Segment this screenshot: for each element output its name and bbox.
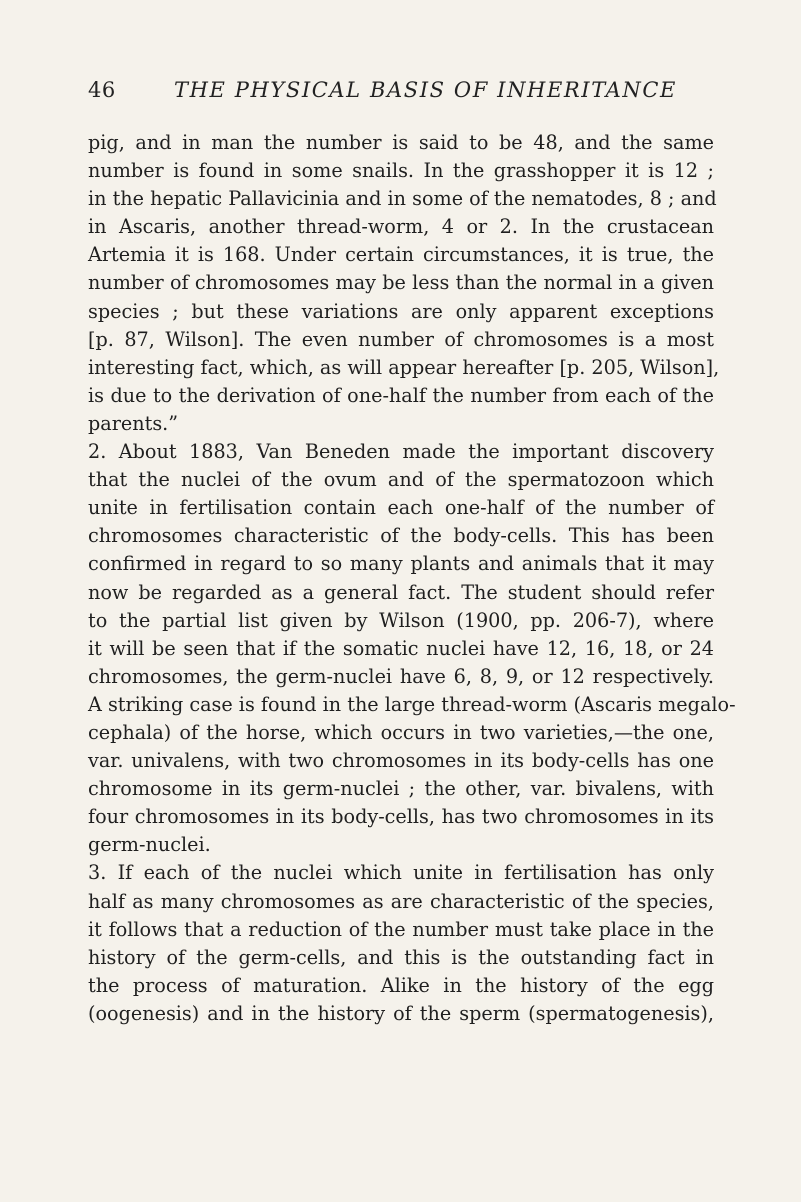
text-line: confirmed in regard to so many plants and animals that it may bbox=[88, 552, 714, 576]
text-line: pig, and in man the number is said to be 48, and the same bbox=[88, 131, 714, 154]
text-line: number of chromosomes may be less than the normal in a given bbox=[88, 271, 714, 295]
text-line: number is found in some snails. In the grasshopper it is 12 ; bbox=[88, 159, 714, 183]
text-line: it follows that a reduction of the number must take place in the bbox=[88, 917, 714, 941]
running-title: THE PHYSICAL BASIS OF INHERITANCE bbox=[174, 78, 677, 102]
page-header bbox=[88, 78, 688, 110]
text-line: chromosomes, the germ-nuclei have 6, 8, 9, or 12 respectively. bbox=[88, 664, 714, 688]
text-line: chromosomes characteristic of the body-cells. This has been bbox=[88, 524, 714, 548]
text-line: [p. 87, Wilson]. The even number of chromosomes is a most bbox=[88, 327, 714, 351]
text-line: history of the germ-cells, and this is the outstanding fact in bbox=[88, 945, 714, 969]
text-line: in Ascaris, another thread-worm, 4 or 2. In the crustacean bbox=[88, 215, 714, 239]
text-line: 2. About 1883, Van Beneden made the important discovery bbox=[88, 440, 714, 464]
text-line: is due to the derivation of one-half the number from each of the bbox=[88, 383, 714, 407]
text-line: Artemia it is 168. Under certain circumstances, it is true, the bbox=[88, 243, 714, 267]
text-line: chromosome in its germ-nuclei ; the other, var. bivalens, with bbox=[88, 777, 714, 801]
text-line: 3. If each of the nuclei which unite in fertilisation has only bbox=[88, 861, 714, 885]
text-line: to the partial list given by Wilson (1900, pp. 206-7), where bbox=[88, 608, 714, 632]
text-line: unite in fertilisation contain each one-half of the number of bbox=[88, 496, 714, 520]
text-line: (oogenesis) and in the history of the sperm (spermatogenesis), bbox=[88, 1001, 714, 1025]
text-line: germ-nuclei. bbox=[88, 833, 211, 857]
text-line: it will be seen that if the somatic nuclei have 12, 16, 18, or 24 bbox=[88, 636, 714, 660]
text-line: that the nuclei of the ovum and of the spermatozoon which bbox=[88, 468, 714, 492]
text-line: half as many chromosomes as are characteristic of the species, bbox=[88, 889, 714, 913]
text-line: the process of maturation. Alike in the history of the egg bbox=[88, 973, 714, 997]
page-number: 46 bbox=[88, 78, 116, 102]
text-line: interesting fact, which, as will appear hereafter [p. 205, Wilson], bbox=[88, 355, 720, 379]
body-text bbox=[88, 129, 736, 1028]
text-line: species ; but these variations are only apparent exceptions bbox=[88, 299, 714, 323]
text-line: A striking case is found in the large thread-worm (Ascaris megalo- bbox=[88, 692, 736, 716]
text-line: var. univalens, with two chromosomes in its body-cells has one bbox=[88, 749, 714, 773]
text-line: four chromosomes in its body-cells, has two chromosomes in its bbox=[88, 805, 714, 829]
text-line: parents.” bbox=[88, 411, 179, 435]
text-line: in the hepatic Pallavicinia and in some of the nematodes, 8 ; and bbox=[88, 187, 717, 211]
text-line: cephala) of the horse, which occurs in two varieties,—the one, bbox=[88, 720, 714, 744]
text-line: now be regarded as a general fact. The student should refer bbox=[88, 580, 714, 604]
